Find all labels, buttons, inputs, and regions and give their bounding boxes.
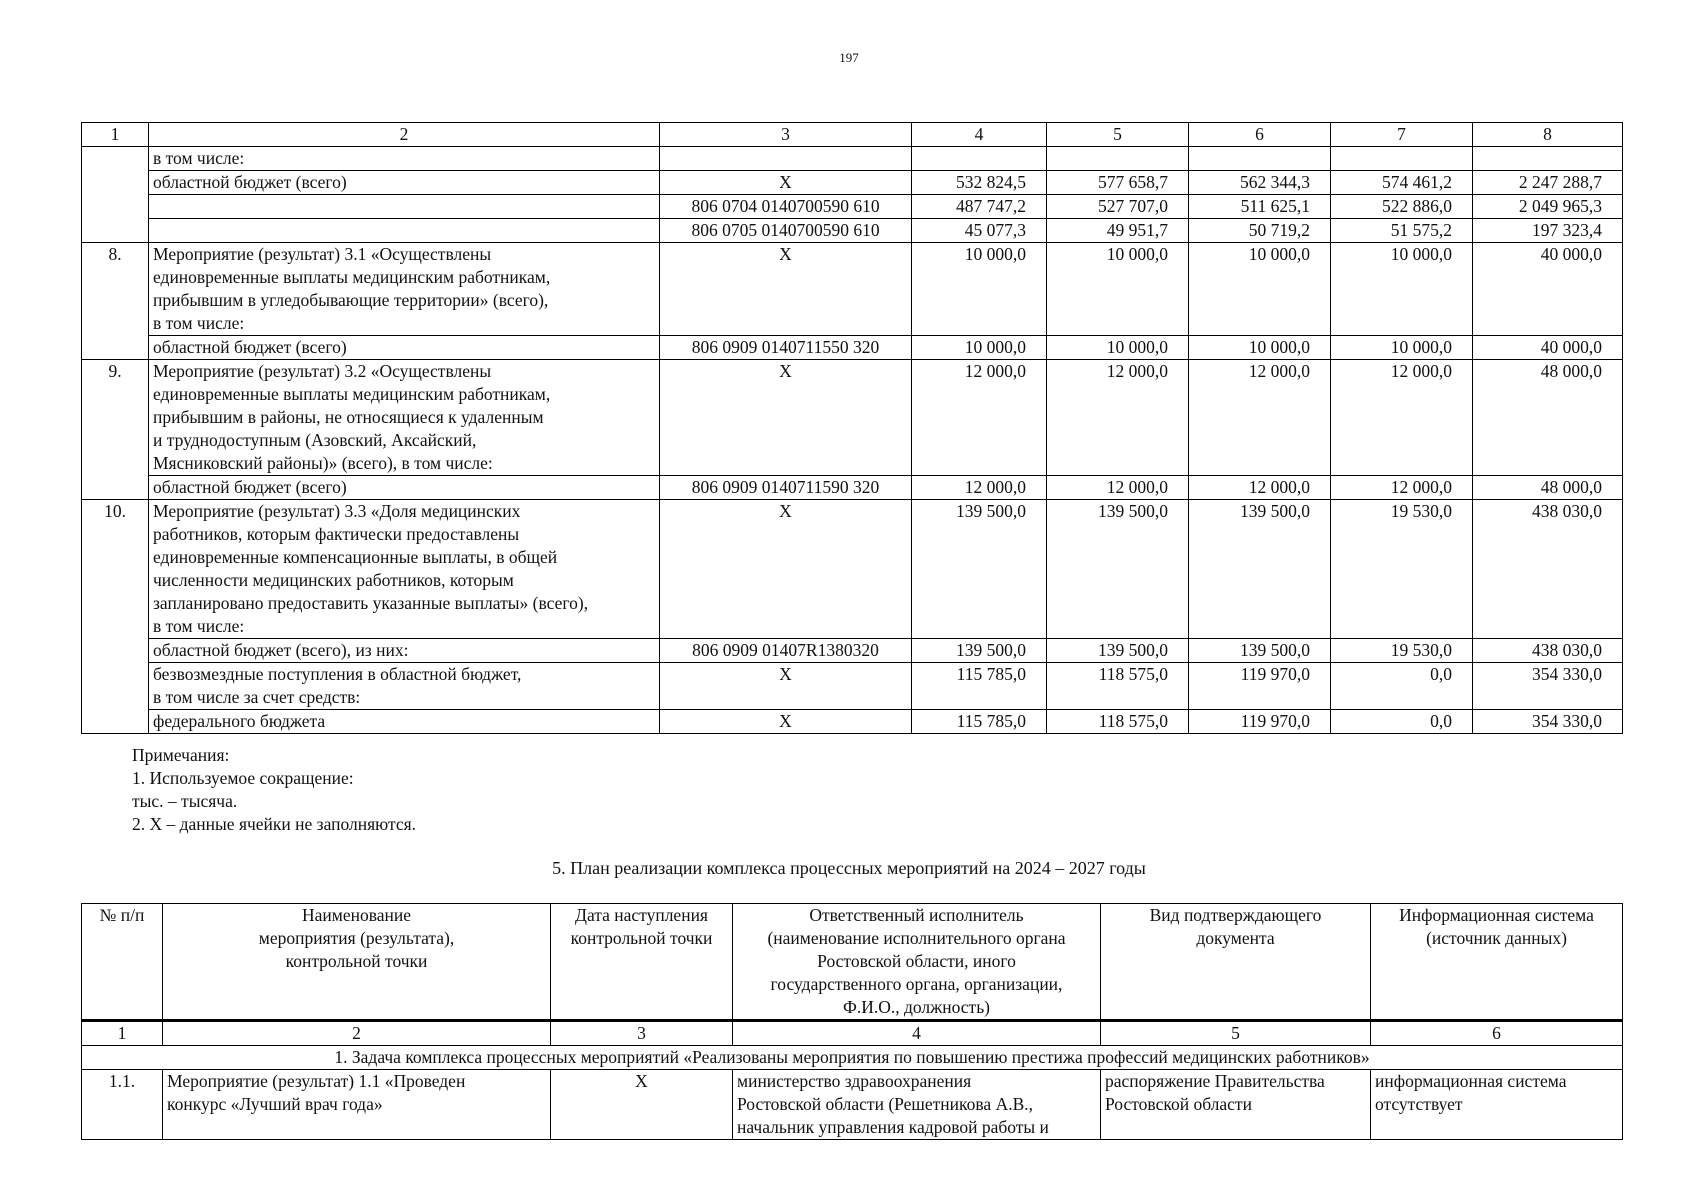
measure-name: Мероприятие (результат) 3.2 «Осуществлены единовременные выплаты медицинским работникам, прибывшим в районы, не относящиеся к удаленным и труднодоступным (Азовский, Аксайский, Мясниковский районы)» (всего), в том числе: [149, 360, 660, 476]
table-header-row [82, 904, 1623, 1021]
amount-cell [1473, 147, 1623, 171]
column-number: 2 [163, 1021, 551, 1046]
column-number: 4 [733, 1021, 1101, 1046]
table-row [82, 360, 1623, 476]
table-row [82, 219, 1623, 243]
budget-code: X [660, 663, 912, 710]
header-cell: 1 [82, 123, 149, 147]
header-cell: 4 [912, 123, 1047, 147]
amount-cell [1189, 147, 1331, 171]
task-row [82, 1046, 1623, 1070]
column-number-row [82, 1021, 1623, 1046]
amount-cell: 577 658,7 [1047, 171, 1189, 195]
column-number: 5 [1101, 1021, 1371, 1046]
header-cell: Информационная система (источник данных) [1371, 904, 1623, 1021]
amount-cell: 522 886,0 [1331, 195, 1473, 219]
amount-cell: 10 000,0 [1047, 336, 1189, 360]
amount-cell: 10 000,0 [1331, 336, 1473, 360]
budget-code: X [660, 243, 912, 336]
amount-cell: 118 575,0 [1047, 710, 1189, 734]
amount-cell: 354 330,0 [1473, 710, 1623, 734]
table-row [82, 663, 1623, 710]
amount-cell: 19 530,0 [1331, 639, 1473, 663]
header-cell: 8 [1473, 123, 1623, 147]
header-cell: Наименование мероприятия (результата), контрольной точки [163, 904, 551, 1021]
amount-cell: 51 575,2 [1331, 219, 1473, 243]
amount-cell: 562 344,3 [1189, 171, 1331, 195]
amount-cell: 10 000,0 [912, 336, 1047, 360]
header-cell: Ответственный исполнитель (наименование исполнительного органа Ростовской области, иного государственного органа, организации, Ф.И.О., должность) [733, 904, 1101, 1021]
amount-cell: 12 000,0 [912, 360, 1047, 476]
amount-cell: 40 000,0 [1473, 336, 1623, 360]
column-number: 6 [1371, 1021, 1623, 1046]
amount-cell: 139 500,0 [912, 639, 1047, 663]
budget-code [660, 147, 912, 171]
amount-cell: 115 785,0 [912, 663, 1047, 710]
measure-name: областной бюджет (всего), из них: [149, 639, 660, 663]
amount-cell [1047, 147, 1189, 171]
measure-name: областной бюджет (всего) [149, 336, 660, 360]
notes-line: 2. X – данные ячейки не заполняются. [132, 814, 417, 834]
page-number: 197 [839, 50, 859, 65]
measure-name: федерального бюджета [149, 710, 660, 734]
amount-cell: 139 500,0 [1047, 639, 1189, 663]
amount-cell: 0,0 [1331, 710, 1473, 734]
measure-name [149, 195, 660, 219]
amount-cell: 12 000,0 [1331, 476, 1473, 500]
table-row [82, 147, 1623, 171]
budget-code: 806 0705 0140700590 610 [660, 219, 912, 243]
measure-name: областной бюджет (всего) [149, 171, 660, 195]
column-number: 1 [82, 1021, 163, 1046]
amount-cell: 119 970,0 [1189, 710, 1331, 734]
amount-cell: 10 000,0 [1331, 243, 1473, 336]
measure-name: областной бюджет (всего) [149, 476, 660, 500]
amount-cell [912, 147, 1047, 171]
amount-cell: 12 000,0 [1189, 360, 1331, 476]
amount-cell: 487 747,2 [912, 195, 1047, 219]
table-row [82, 476, 1623, 500]
amount-cell: 139 500,0 [1189, 639, 1331, 663]
measure-name: безвозмездные поступления в областной бюджет, в том числе за счет средств: [149, 663, 660, 710]
budget-code: X [660, 500, 912, 639]
budget-code: 806 0704 0140700590 610 [660, 195, 912, 219]
measure-name: в том числе: [149, 147, 660, 171]
amount-cell [1331, 147, 1473, 171]
table-row [82, 639, 1623, 663]
amount-cell: 12 000,0 [1331, 360, 1473, 476]
budget-code: X [660, 710, 912, 734]
header-cell: 2 [149, 123, 660, 147]
budget-code: 806 0909 01407R1380320 [660, 639, 912, 663]
row-number: 1.1. [82, 1070, 163, 1140]
amount-cell: 118 575,0 [1047, 663, 1189, 710]
header-cell: 3 [660, 123, 912, 147]
amount-cell: 139 500,0 [912, 500, 1047, 639]
table-row [82, 500, 1623, 639]
amount-cell: 2 247 288,7 [1473, 171, 1623, 195]
responsible-executor: министерство здравоохранения Ростовской области (Решетникова А.В., начальник управления кадровой работы и [733, 1070, 1101, 1140]
budget-code: 806 0909 0140711590 320 [660, 476, 912, 500]
notes-line: тыс. – тысяча. [132, 791, 238, 811]
amount-cell: 12 000,0 [912, 476, 1047, 500]
amount-cell: 119 970,0 [1189, 663, 1331, 710]
task-title: 1. Задача комплекса процессных мероприятий «Реализованы мероприятия по повышению престижа профессий медицинских работников» [82, 1046, 1623, 1070]
amount-cell: 0,0 [1331, 663, 1473, 710]
notes-title: Примечания: [132, 745, 230, 765]
table-row [82, 171, 1623, 195]
row-number: 10. [82, 500, 149, 734]
amount-cell: 48 000,0 [1473, 360, 1623, 476]
table-row [82, 336, 1623, 360]
amount-cell: 574 461,2 [1331, 171, 1473, 195]
table-row [82, 1070, 1623, 1140]
section-title: 5. План реализации комплекса процессных мероприятий на 2024 – 2027 годы [552, 858, 1146, 878]
header-cell: 7 [1331, 123, 1473, 147]
amount-cell: 527 707,0 [1047, 195, 1189, 219]
amount-cell: 12 000,0 [1047, 360, 1189, 476]
table-row [82, 710, 1623, 734]
row-number: 9. [82, 360, 149, 500]
notes [132, 744, 416, 836]
header-cell: 6 [1189, 123, 1331, 147]
budget-code: X [660, 171, 912, 195]
amount-cell: 2 049 965,3 [1473, 195, 1623, 219]
row-number: 8. [82, 243, 149, 360]
amount-cell: 354 330,0 [1473, 663, 1623, 710]
amount-cell: 139 500,0 [1189, 500, 1331, 639]
control-date: X [551, 1070, 733, 1140]
header-cell: Вид подтверждающего документа [1101, 904, 1371, 1021]
table-header-row [82, 123, 1623, 147]
budget-code: X [660, 360, 912, 476]
amount-cell: 139 500,0 [1047, 500, 1189, 639]
amount-cell: 45 077,3 [912, 219, 1047, 243]
amount-cell: 10 000,0 [1047, 243, 1189, 336]
funding-table [81, 122, 1623, 734]
amount-cell: 115 785,0 [912, 710, 1047, 734]
amount-cell: 40 000,0 [1473, 243, 1623, 336]
amount-cell: 50 719,2 [1189, 219, 1331, 243]
header-cell: Дата наступления контрольной точки [551, 904, 733, 1021]
amount-cell: 438 030,0 [1473, 639, 1623, 663]
table-row [82, 195, 1623, 219]
budget-code: 806 0909 0140711550 320 [660, 336, 912, 360]
amount-cell: 12 000,0 [1047, 476, 1189, 500]
amount-cell: 49 951,7 [1047, 219, 1189, 243]
plan-table [81, 903, 1623, 1140]
measure-name: Мероприятие (результат) 1.1 «Проведен конкурс «Лучший врач года» [163, 1070, 551, 1140]
amount-cell: 511 625,1 [1189, 195, 1331, 219]
amount-cell: 532 824,5 [912, 171, 1047, 195]
amount-cell: 10 000,0 [1189, 243, 1331, 336]
amount-cell: 12 000,0 [1189, 476, 1331, 500]
amount-cell: 197 323,4 [1473, 219, 1623, 243]
measure-name: Мероприятие (результат) 3.3 «Доля медицинских работников, которым фактически предоставлены единовременные компенсационные выплаты, в общей численности медицинских работников, которым запланировано предоставить указанные выплаты» (всего), в том числе: [149, 500, 660, 639]
amount-cell: 48 000,0 [1473, 476, 1623, 500]
measure-name [149, 219, 660, 243]
amount-cell: 10 000,0 [912, 243, 1047, 336]
measure-name: Мероприятие (результат) 3.1 «Осуществлены единовременные выплаты медицинским работникам, прибывшим в угледобывающие территории» (всего), в том числе: [149, 243, 660, 336]
header-cell: 5 [1047, 123, 1189, 147]
header-cell: № п/п [82, 904, 163, 1021]
amount-cell: 10 000,0 [1189, 336, 1331, 360]
notes-line: 1. Используемое сокращение: [132, 768, 354, 788]
confirming-document: распоряжение Правительства Ростовской области [1101, 1070, 1371, 1140]
amount-cell: 438 030,0 [1473, 500, 1623, 639]
column-number: 3 [551, 1021, 733, 1046]
information-system: информационная система отсутствует [1371, 1070, 1623, 1140]
row-number [82, 147, 149, 243]
table-row [82, 243, 1623, 336]
amount-cell: 19 530,0 [1331, 500, 1473, 639]
